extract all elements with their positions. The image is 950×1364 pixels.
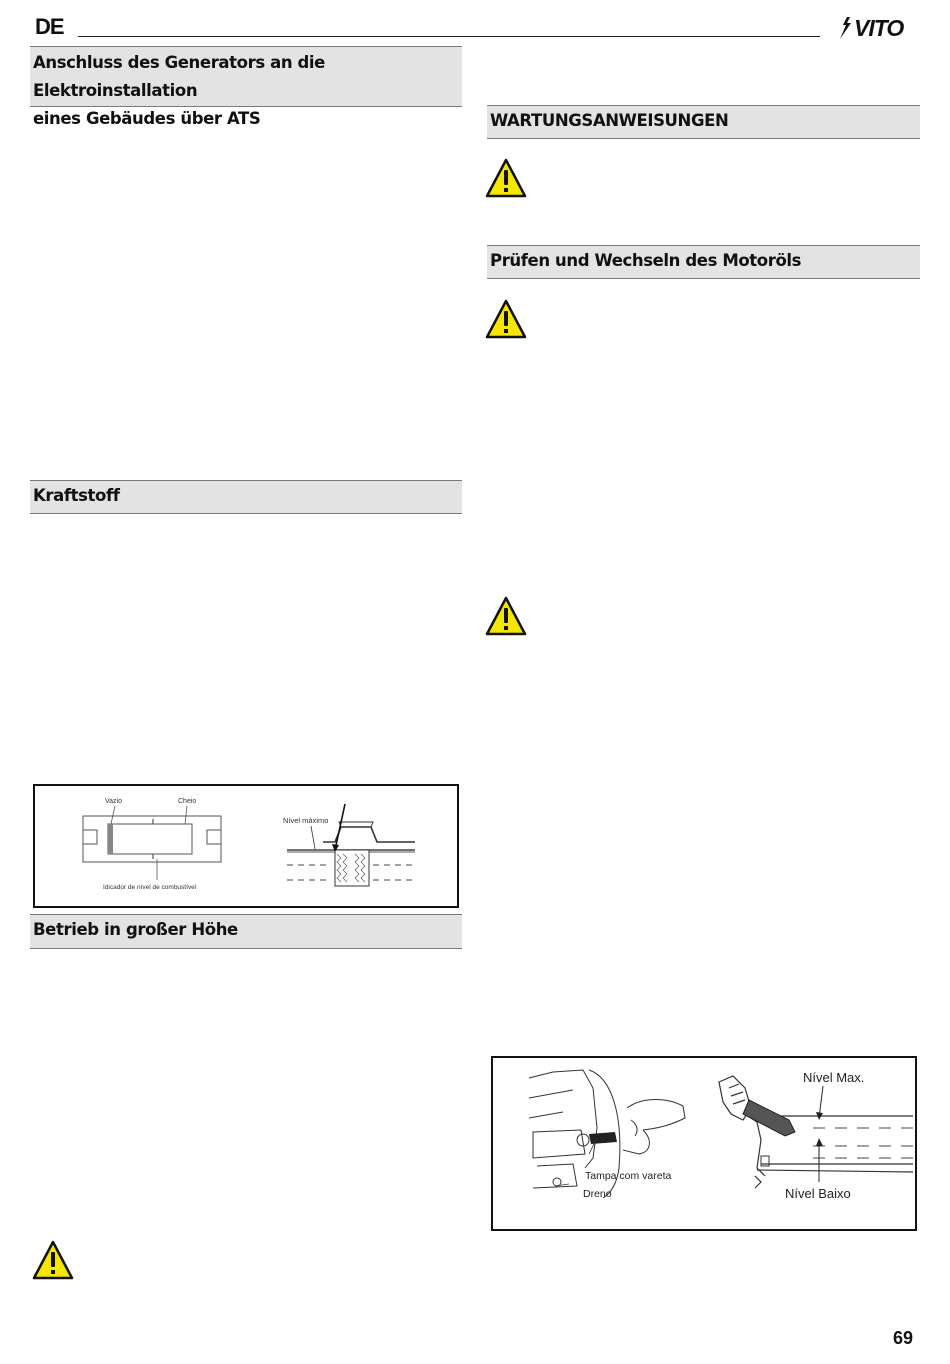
- header-divider: [78, 36, 820, 37]
- fuel-gauge-diagram: [35, 786, 457, 906]
- page-number: 69: [893, 1328, 914, 1348]
- label-full: Cheio: [178, 798, 197, 805]
- section-fuel-heading: Kraftstoff: [30, 480, 462, 514]
- label-drain: Dreno: [583, 1188, 612, 1200]
- language-code: DE: [35, 14, 64, 39]
- warning-triangle-icon: [32, 1240, 74, 1280]
- brand-logo: [838, 14, 918, 42]
- label-fuel-indicator: Idicador de nível de combustível: [103, 884, 197, 891]
- label-cap-with-dipstick: Tampa com vareta: [585, 1170, 672, 1182]
- section-maintenance-heading: WARTUNGSANWEISUNGEN: [487, 105, 920, 139]
- label-low-oil-level: Nível Baixo: [785, 1186, 851, 1201]
- section-ats-heading-line2: eines Gebäudes über ATS: [33, 109, 261, 128]
- section-ats-heading: [30, 46, 462, 128]
- brand-flame-icon: [838, 17, 852, 39]
- section-ats-heading-line1: Anschluss des Generators an die Elektroinstallation: [33, 53, 325, 100]
- label-max-oil-level: Nível Max.: [803, 1070, 865, 1085]
- oil-level-figure: [491, 1056, 917, 1231]
- section-oil-heading: Prüfen und Wechseln des Motoröls: [487, 245, 920, 279]
- section-altitude-heading: Betrieb in großer Höhe: [30, 914, 462, 949]
- fuel-level-figure: [33, 784, 459, 908]
- warning-triangle-icon: [485, 596, 527, 636]
- brand-name: VITO: [854, 14, 904, 41]
- label-max-level: Nível máximo: [283, 816, 329, 825]
- warning-triangle-icon: [485, 299, 527, 339]
- label-empty: Vazio: [105, 798, 122, 805]
- oil-dipstick-diagram: [493, 1058, 915, 1229]
- warning-triangle-icon: [485, 158, 527, 198]
